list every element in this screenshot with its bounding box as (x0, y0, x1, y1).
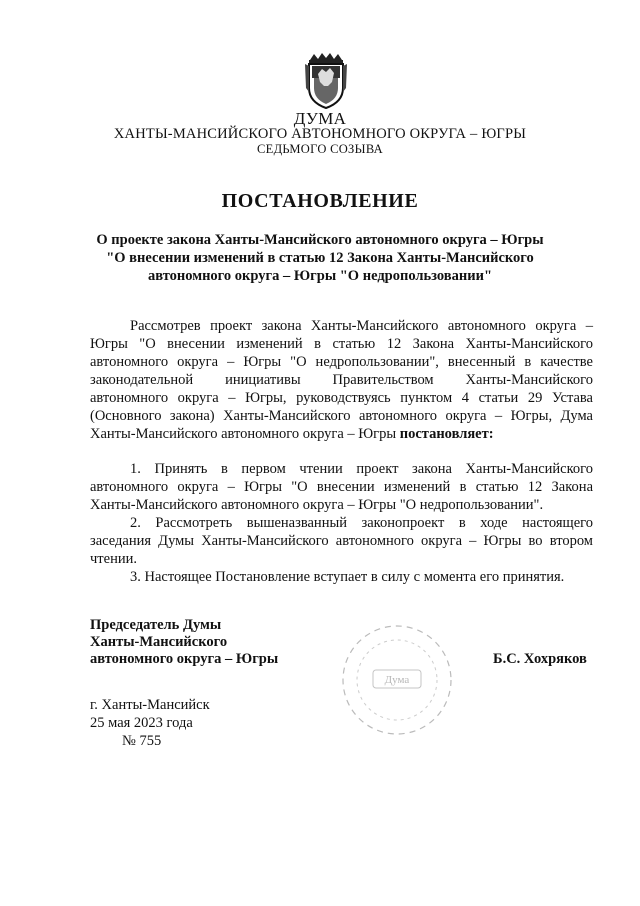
item-line: 3. Настоящее Постановление вступает в силу с момента его принятия. (130, 569, 565, 585)
subject-line: "О внесении изменений в статью 12 Закона Ханты-Мансийского (106, 250, 534, 266)
document-type: ПОСТАНОВЛЕНИЕ (221, 190, 419, 212)
signer-position: Ханты-Мансийского (90, 634, 228, 650)
org-name: ДУМА (293, 109, 347, 128)
official-stamp (340, 620, 454, 740)
region-name: ХАНТЫ-МАНСИЙСКОГО АВТОНОМНОГО ОКРУГА – ЮГРЫ (113, 126, 527, 142)
signer-position: автономного округа – Югры (90, 651, 279, 667)
item-line: 2. Рассмотреть вышеназванный законопроект в ходе настоящего (130, 515, 593, 531)
preamble-line: законодательной инициативы Правительством Ханты-Мансийского (90, 372, 593, 388)
subject-line: О проекте закона Ханты-Мансийского автономного округа – Югры (96, 232, 544, 248)
item-line: заседания Думы Ханты-Мансийского автономного округа – Югры во втором (90, 533, 593, 549)
preamble-last-text: Ханты-Мансийского автономного округа – Югры (90, 426, 397, 442)
coat-of-arms-emblem (304, 52, 348, 110)
item-line: чтении. (90, 551, 137, 567)
subject-line: автономного округа – Югры "О недропользовании" (147, 268, 493, 284)
signer-name: Б.С. Хохряков (493, 651, 587, 667)
signer-position: Председатель Думы (90, 617, 222, 633)
convocation: СЕДЬМОГО СОЗЫВА (257, 142, 383, 156)
preamble-line: автономного округа – Югры, руководствуясь пунктом 4 статьи 29 Устава (90, 390, 593, 406)
item-line: автономного округа – Югры "О внесении изменений в статью 12 Закона (90, 479, 593, 495)
item-line: 1. Принять в первом чтении проект закона Ханты-Мансийского (130, 461, 593, 477)
preamble-line: (Основного закона) Ханты-Мансийского автономного округа – Югры, Дума (90, 408, 593, 424)
preamble-line: Югры "О внесении изменений в статью 12 Закона Ханты-Мансийского (90, 336, 593, 352)
svg-text:Дума: Дума (384, 674, 410, 686)
preamble-line: Рассмотрев проект закона Ханты-Мансийского автономного округа – (130, 318, 593, 334)
preamble-line: автономного округа – Югры "О недропользовании", внесенный в качестве (90, 354, 593, 370)
document-number: № 755 (122, 733, 162, 749)
item-line: Ханты-Мансийского автономного округа – Югры "О недропользовании". (90, 497, 544, 513)
place: г. Ханты-Мансийск (90, 697, 210, 713)
decides-word: постановляет: (399, 426, 494, 442)
preamble-line (90, 425, 593, 443)
date: 25 мая 2023 года (90, 715, 193, 731)
